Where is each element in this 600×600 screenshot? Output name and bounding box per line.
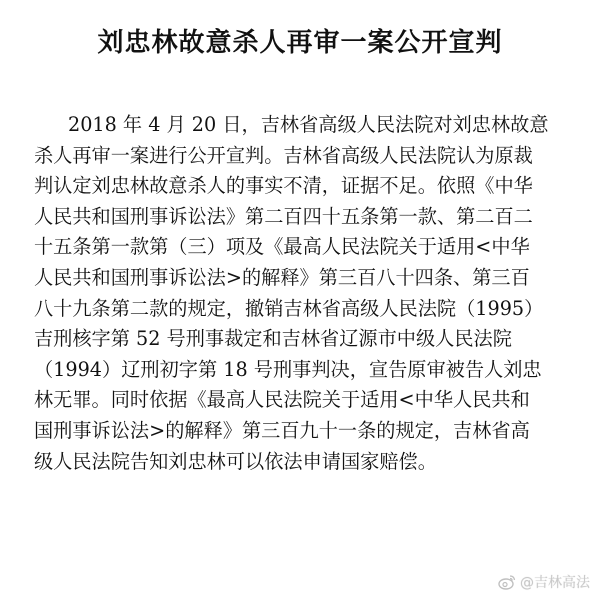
paragraph-line: 吉刑核字第 52 号刑事裁定和吉林省辽源市中级人民法院 <box>34 327 512 351</box>
paragraph-line: 十五条第一款第（三）项及《最高人民法院关于适用<中华 <box>34 235 530 259</box>
document-paragraph <box>34 110 574 477</box>
paragraph-line: 2018 年 4 月 20 日，吉林省高级人民法院对刘忠林故意 <box>68 113 549 136</box>
paragraph-line: 八十九条第二款的规定，撤销吉林省高级人民法院（1995） <box>34 296 544 320</box>
paragraph-line: （1994）辽刑初字第 18 号刑事判决，宣告原审被告人刘忠 <box>34 357 542 381</box>
paragraph-line: 判认定刘忠林故意杀人的事实不清，证据不足。依照《中华 <box>34 174 533 198</box>
watermark <box>498 572 590 592</box>
paragraph-line: 级人民法院告知刘忠林可以依法申请国家赔偿。 <box>34 449 437 473</box>
weibo-icon <box>498 574 516 590</box>
paragraph-line: 杀人再审一案进行公开宣判。吉林省高级人民法院认为原裁 <box>34 143 533 167</box>
paragraph-line: 林无罪。同时依据《最高人民法院关于适用<中华人民共和 <box>34 388 530 412</box>
paragraph-line: 人民共和国刑事诉讼法》第二百四十五条第一款、第二百二 <box>34 204 533 228</box>
watermark-text: @吉林高法 <box>520 575 590 591</box>
paragraph-line: 国刑事诉讼法>的解释》第三百九十一条的规定，吉林省高 <box>34 418 530 442</box>
paragraph-line: 人民共和国刑事诉讼法>的解释》第三百八十四条、第三百 <box>34 265 530 289</box>
document-title: 刘忠林故意杀人再审一案公开宣判 <box>97 28 503 58</box>
